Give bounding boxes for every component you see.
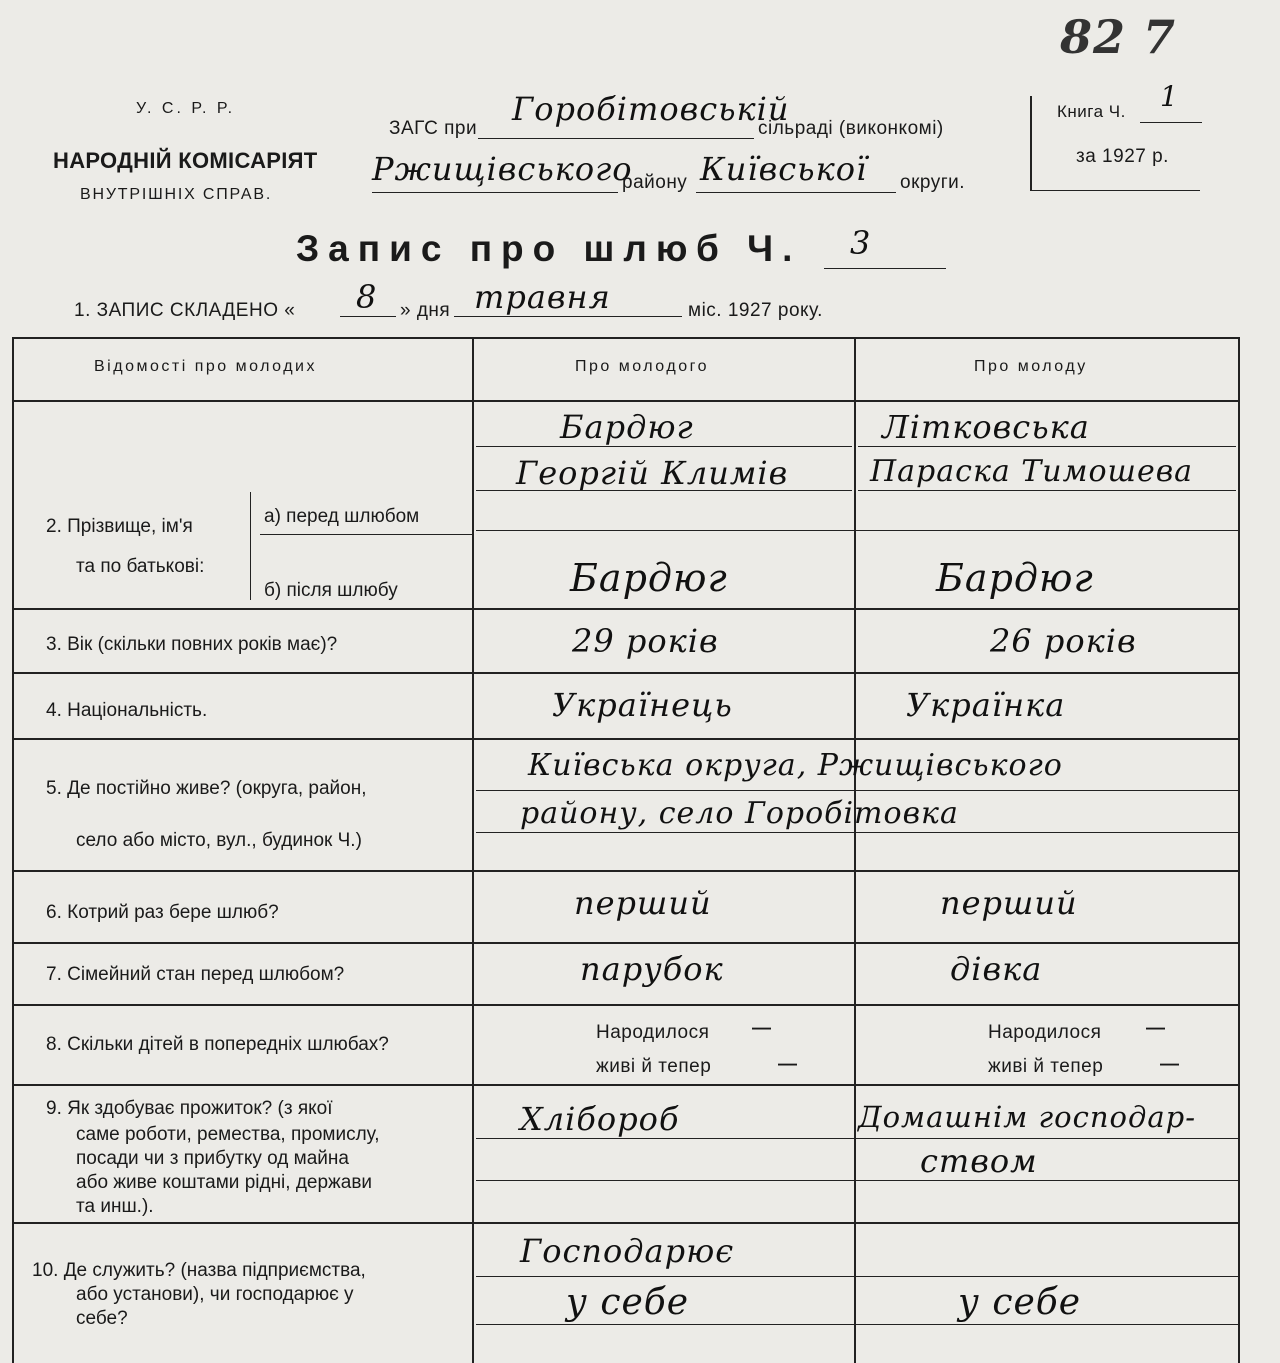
residence-value-1: Київська округа, Ржищівського [528, 748, 1063, 783]
groom-children-alive-label: живі й тепер [596, 1056, 712, 1077]
row-livelihood-bottom [12, 1222, 1240, 1224]
record-date-prefix: 1. ЗАПИС СКЛАДЕНО « [74, 300, 296, 321]
row-work-label-3: себе? [76, 1308, 128, 1329]
table-top-border [12, 337, 1240, 339]
groom-name-line [476, 490, 852, 491]
row-marriage-count-bottom [12, 942, 1240, 944]
bride-livelihood-2: ством [920, 1142, 1038, 1180]
okruga-label: округи. [900, 172, 966, 193]
groom-surname-after: Бардюг [570, 556, 728, 600]
row-livelihood-label-4: або живе коштами рідні, держави [76, 1172, 373, 1193]
bride-status: дівка [950, 950, 1043, 988]
bride-name-before: Параска Тимошева [870, 454, 1194, 489]
work-line-2 [476, 1324, 1238, 1325]
row-marriage-count-label: 6. Котрий раз бере шлюб? [46, 902, 279, 923]
bride-surname-before: Літковська [882, 408, 1090, 446]
row-name-label-2: та по батькові: [76, 556, 205, 577]
table-right-border [1238, 337, 1240, 1363]
residence-line-2 [476, 832, 1238, 833]
row-residence-label-1: 5. Де постійно живе? (округа, район, [46, 778, 367, 799]
republic-label: У. С. Р. Р. [136, 100, 236, 117]
book-label: Книга Ч. [1057, 102, 1126, 121]
bride-children-born-value: — [1146, 1018, 1166, 1039]
book-box-bottom [1030, 190, 1200, 191]
row-residence-bottom [12, 870, 1240, 872]
row-livelihood-label-1: 9. Як здобуває прожиток? (з якої [46, 1098, 333, 1119]
row-age-bottom [12, 672, 1240, 674]
residence-line-1 [476, 790, 1238, 791]
record-day-value: 8 [356, 278, 378, 316]
okruga-value: Київської [700, 150, 868, 188]
bride-children-born-label: Народилося [988, 1022, 1102, 1043]
col-divider-2 [854, 337, 856, 1363]
groom-livelihood: Хлібороб [520, 1100, 680, 1138]
row-livelihood-label-3: посади чи з прибутку од майна [76, 1148, 349, 1169]
row-status-bottom [12, 1004, 1240, 1006]
zags-place-value: Горобітовській [512, 90, 790, 128]
livelihood-line-2 [476, 1180, 1238, 1181]
col-divider-1 [472, 337, 474, 1363]
row-nationality-label: 4. Національність. [46, 700, 208, 721]
groom-surname-line [476, 446, 852, 447]
row-age-label: 3. Вік (скільки повних років має)? [46, 634, 338, 655]
record-number-value: 3 [850, 224, 872, 262]
groom-marriage-count: перший [574, 884, 712, 922]
row-name-before-line [260, 534, 472, 535]
zags-suffix: сільраді (виконкомі) [758, 118, 944, 139]
okruga-line [696, 192, 896, 193]
record-month-line [454, 316, 682, 317]
livelihood-line-1 [476, 1138, 1238, 1139]
bride-name-line [858, 490, 1236, 491]
groom-nationality: Українець [552, 686, 733, 724]
department-label: ВНУТРІШНІХ СПРАВ. [80, 186, 273, 203]
row-name-after-label: б) після шлюбу [264, 580, 398, 601]
book-number-value: 1 [1160, 80, 1179, 113]
bride-surname-line [858, 446, 1236, 447]
record-date-suffix: міс. 1927 року. [688, 300, 823, 321]
groom-work-2: у себе [566, 1282, 690, 1323]
record-month-value: травня [474, 278, 611, 316]
col-header-groom: Про молодого [575, 358, 709, 375]
commissariat-label: НАРОДНІЙ КОМІСАРІЯТ [53, 148, 318, 173]
bride-work: у себе [958, 1282, 1082, 1323]
row-work-label-2: або установи), чи господарює у [76, 1284, 354, 1305]
row-livelihood-label-5: та инш.). [76, 1196, 154, 1217]
book-number-line [1140, 122, 1202, 123]
record-number-line [824, 268, 946, 269]
record-day-label: » дня [400, 300, 451, 321]
zags-prefix: ЗАГС при [389, 118, 478, 139]
row-work-label-1: 10. Де служить? (назва підприємства, [32, 1260, 366, 1281]
corner-archive-mark: 82 7 [1060, 10, 1177, 64]
bride-children-alive-label: живі й тепер [988, 1056, 1104, 1077]
record-day-line [340, 316, 396, 317]
groom-children-alive-value: — [778, 1054, 798, 1075]
col-header-bride: Про молоду [974, 358, 1088, 375]
row-children-label: 8. Скільки дітей в попередніх шлюбах? [46, 1034, 389, 1055]
bride-marriage-count: перший [940, 884, 1078, 922]
groom-age: 29 років [572, 622, 719, 660]
bride-age: 26 років [990, 622, 1137, 660]
row-children-bottom [12, 1084, 1240, 1086]
row-livelihood-label-2: саме роботи, ремества, промислу, [76, 1124, 380, 1145]
groom-surname-before: Бардюг [560, 408, 694, 446]
table-left-border [12, 337, 14, 1363]
raion-value: Ржищівського [372, 150, 633, 188]
work-line-1 [476, 1276, 1238, 1277]
col-header-info: Відомості про молодих [94, 358, 317, 375]
year-label: за 1927 р. [1076, 146, 1169, 167]
residence-value-2: району, село Горобітовка [520, 796, 959, 831]
form-title: Запис про шлюб Ч. [296, 228, 802, 269]
row-name-before-label: а) перед шлюбом [264, 506, 420, 527]
raion-label: району [622, 172, 688, 193]
row-status-label: 7. Сімейний стан перед шлюбом? [46, 964, 345, 985]
header-bottom-border [12, 400, 1240, 402]
groom-name-before: Георгій Климів [516, 454, 789, 492]
raion-line [372, 192, 618, 193]
book-box-left [1030, 96, 1032, 190]
row-name-brace [250, 492, 251, 600]
row-name-bottom [12, 608, 1240, 610]
groom-children-born-value: — [752, 1018, 772, 1039]
bride-children-alive-value: — [1160, 1054, 1180, 1075]
row-name-label-1: 2. Прізвище, ім'я [46, 516, 193, 537]
groom-work-1: Господарює [520, 1232, 735, 1270]
row-residence-label-2: село або місто, вул., будинок Ч.) [76, 830, 362, 851]
row-nationality-bottom [12, 738, 1240, 740]
zags-place-line [478, 138, 754, 139]
bride-nationality: Українка [906, 686, 1066, 724]
bride-surname-after: Бардюг [936, 556, 1094, 600]
bride-livelihood-1: Домашнім господар- [858, 1100, 1197, 1134]
groom-status: парубок [580, 950, 724, 988]
row-name-mid-line [476, 530, 1238, 531]
groom-children-born-label: Народилося [596, 1022, 710, 1043]
